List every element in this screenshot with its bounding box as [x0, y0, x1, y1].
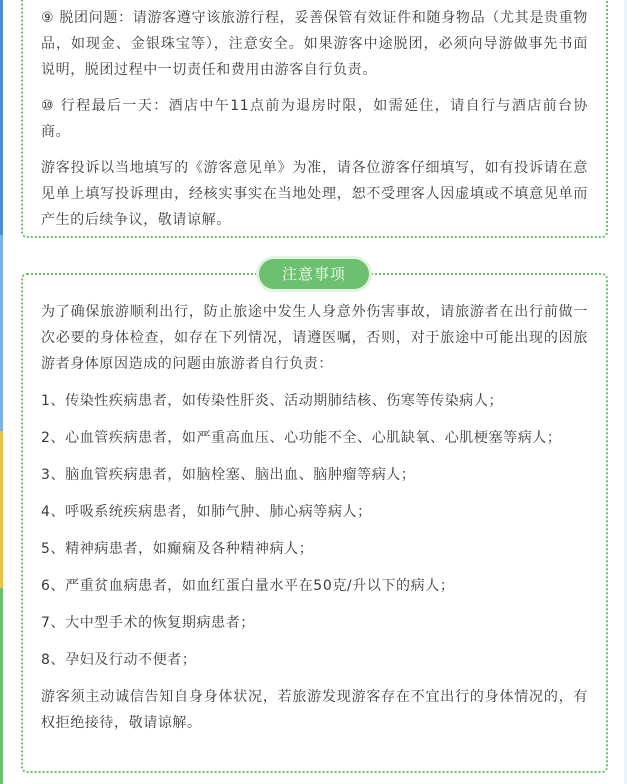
notice-item-8: 8、孕妇及行动不便者； — [41, 652, 197, 668]
notice-closing: 游客须主动诚信告知自身身体状况，若旅游发现游客存在不宜出行的身体情况的，有权拒绝接待，敬请谅解。 — [41, 689, 588, 731]
left-edge-decoration — [0, 0, 3, 784]
notice-title-badge: 注意事项 — [259, 259, 369, 289]
notice-intro: 为了确保旅游顺利出行，防止旅途中发生人身意外伤害事故，请旅游者在出行前做一次必要的身体检查，如存在下列情况，请遵医嘱，否则，对于旅途中可能出现的因旅游者身体原因造成的问题由旅游者自行负责： — [41, 304, 588, 372]
notice-item-7: 7、大中型手术的恢复期病患者； — [41, 615, 255, 631]
terms-section — [21, 0, 608, 238]
notice-item-6: 6、严重贫血病患者，如血红蛋白量水平在50克/升以下的病人； — [41, 578, 455, 594]
term-leave-group: ⑨ 脱团问题：请游客遵守该旅游行程，妥善保管有效证件和随身物品（尤其是贵重物品，如现金、金银珠宝等），注意安全。如果游客中途脱团，必须向导游做事先书面说明，脱团过程中一切责任和费用由游客自行负责。 — [41, 10, 588, 78]
notice-section — [21, 273, 608, 773]
term-last-day: ⑩ 行程最后一天：酒店中午11点前为退房时限，如需延住，请自行与酒店前台协商。 — [41, 98, 588, 140]
notice-item-3: 3、脑血管疾病患者，如脑栓塞、脑出血、脑肿瘤等病人； — [41, 467, 416, 483]
notice-item-2: 2、心血管疾病患者，如严重高血压、心功能不全、心肌缺氧、心肌梗塞等病人； — [41, 430, 562, 446]
notice-item-1: 1、传染性疾病患者，如传染性肝炎、活动期肺结核、伤寒等传染病人； — [41, 393, 504, 409]
notice-item-4: 4、呼吸系统疾病患者，如肺气肿、肺心病等病人； — [41, 504, 372, 520]
term-complaint: 游客投诉以当地填写的《游客意见单》为准，请各位游客仔细填写，如有投诉请在意见单上填写投诉理由，经核实事实在当地处理，恕不受理客人因虚填或不填意见单而产生的后续争议，敬请谅解。 — [41, 160, 588, 228]
notice-item-5: 5、精神病患者，如癫痫及各种精神病人； — [41, 541, 314, 557]
